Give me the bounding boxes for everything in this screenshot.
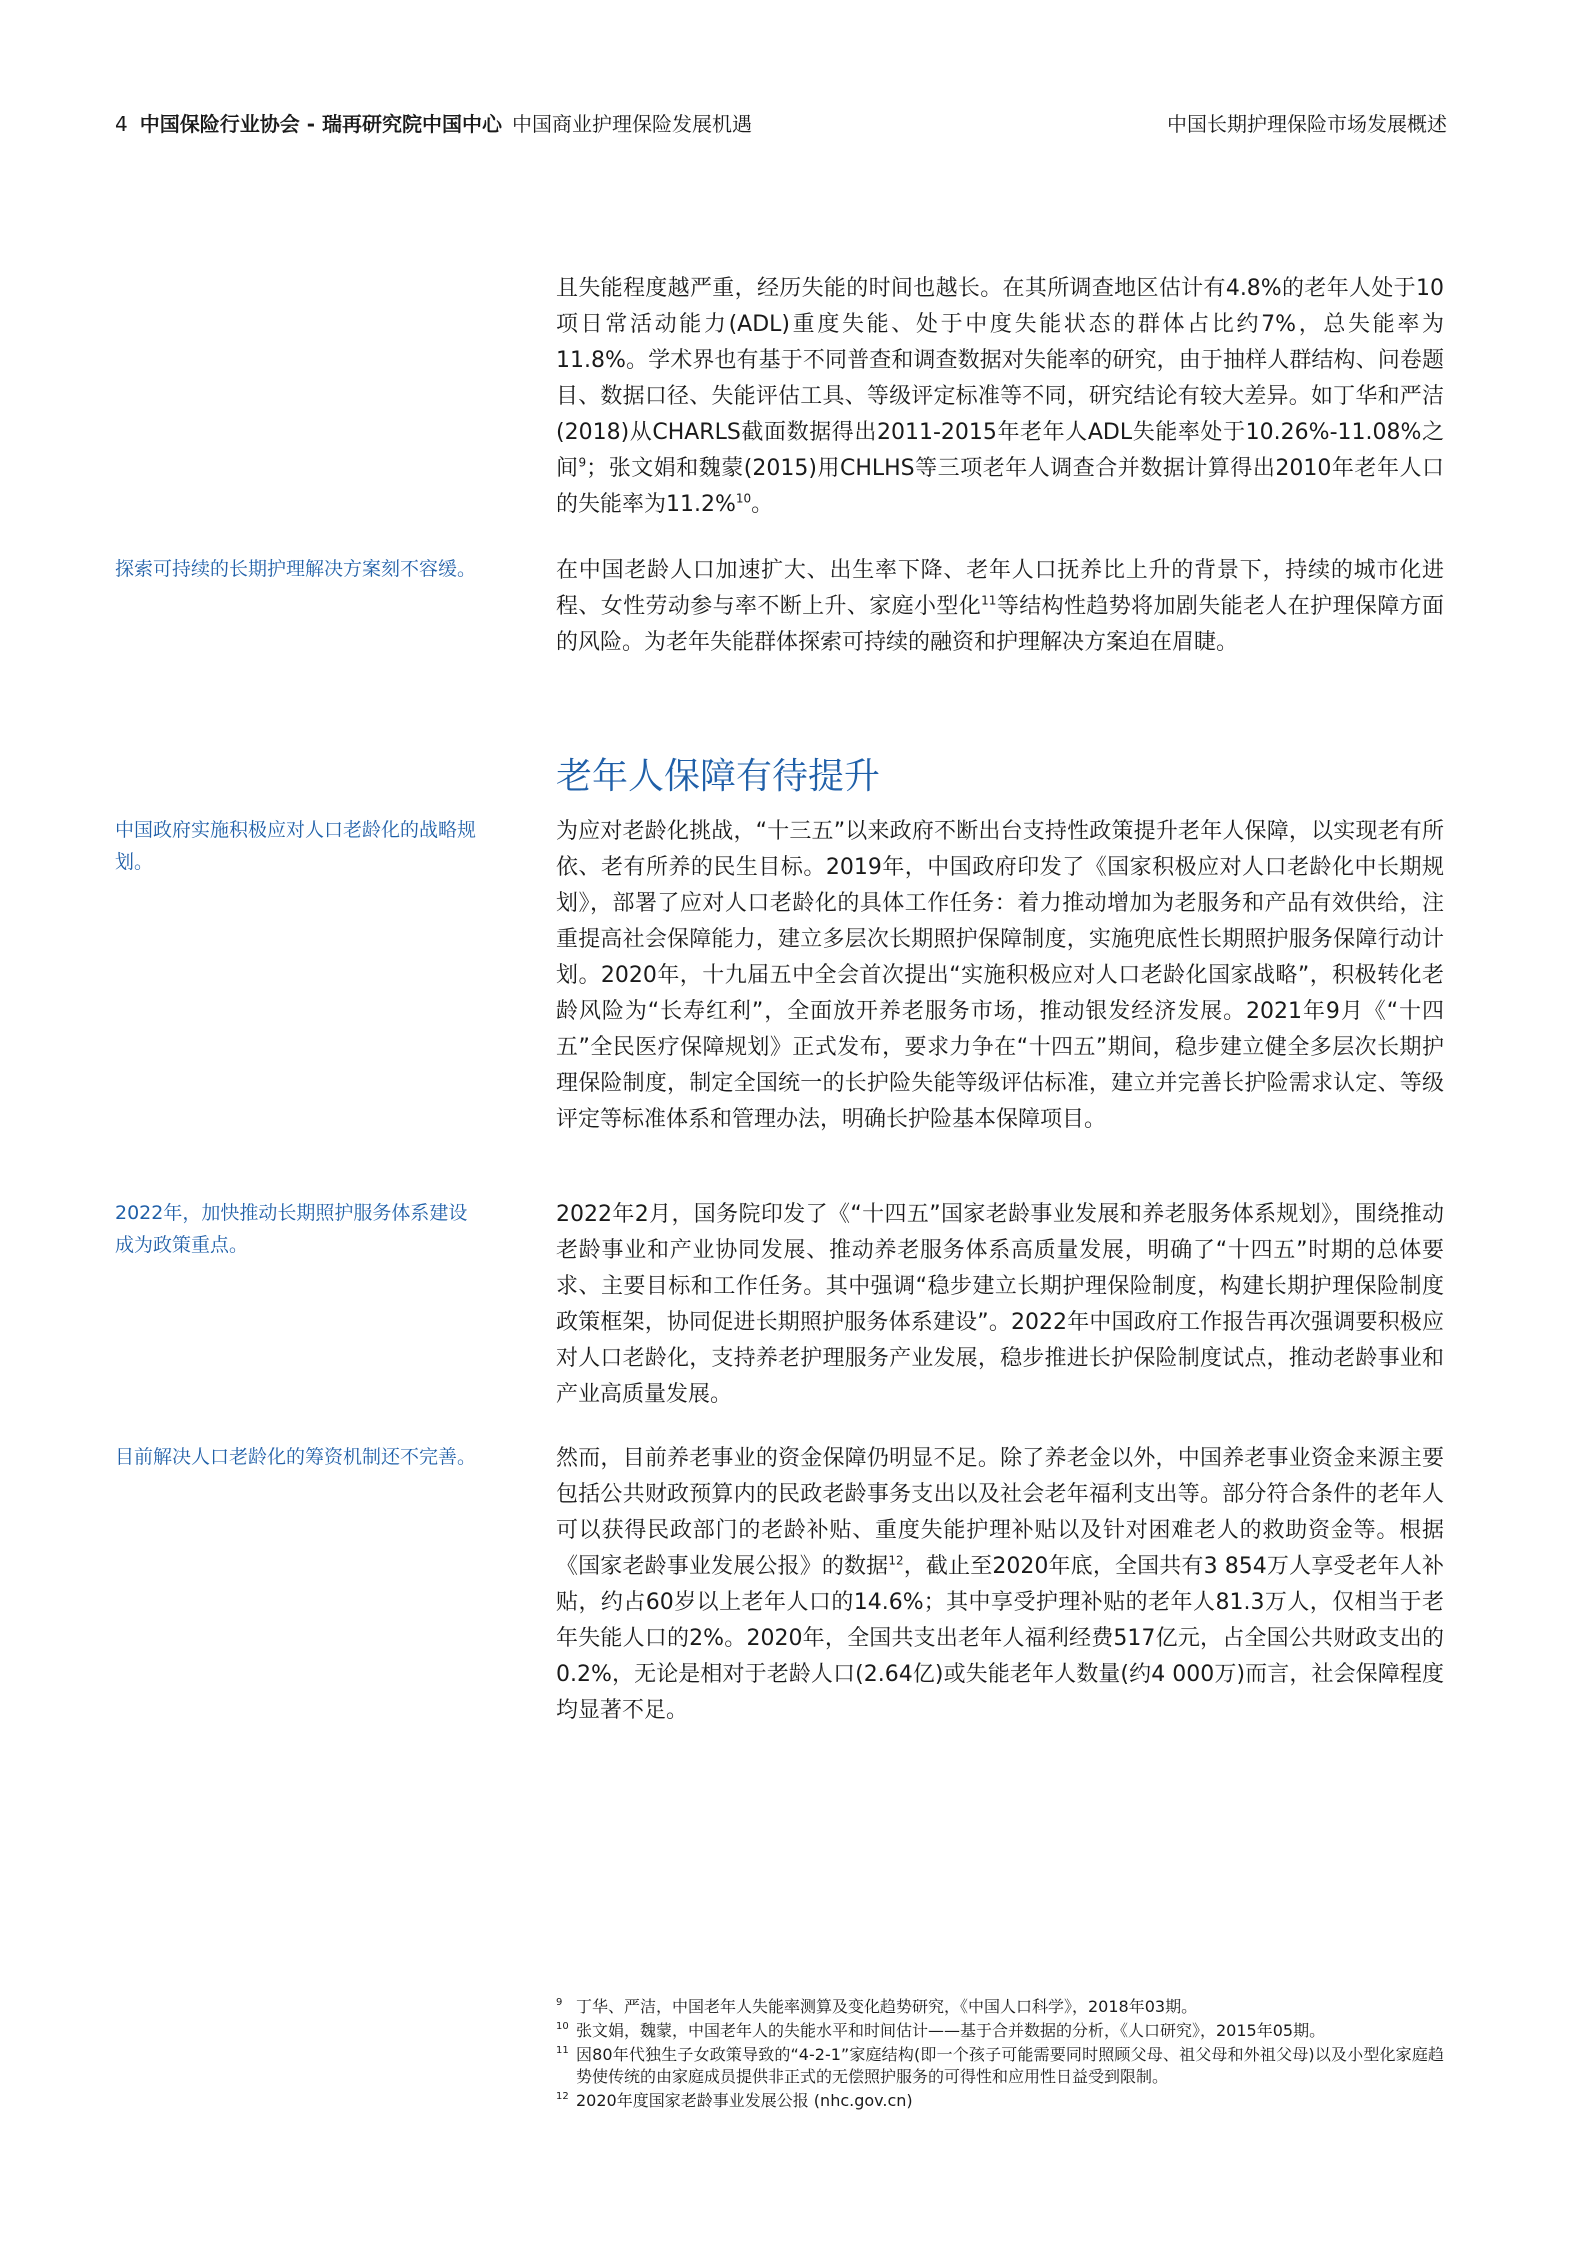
section-heading: 老年人保障有待提升 [556, 756, 881, 797]
footnote [556, 2044, 1444, 2088]
header-section-title: 中国长期护理保险市场发展概述 [1167, 112, 1447, 136]
footnote [556, 2090, 1444, 2112]
footnote-number: 11 [556, 2045, 569, 2056]
paragraph-text: ，截止至2020年底，全国共有3 854万人享受老年人补贴，约占60岁以上老年人口的14.6%；其中享受护理补贴的老年人81.3万人，仅相当于老年失能人口的2%。2020年，全国共支出老年人福利经费517亿元，占全国公共财政支出的0.2%，无论是相对于老龄人口(2.64亿)或失能老年人数量(约4 000万)而言，社会保障程度均显著不足。 [556, 1554, 1444, 1723]
paragraph-text: 。 [751, 492, 774, 517]
footnote-number: 12 [556, 2091, 569, 2102]
paragraph-funding [556, 1441, 1444, 1729]
footnote-number: 10 [556, 2021, 569, 2032]
footnote-number: 9 [556, 1997, 563, 2008]
footnote-ref: 12 [888, 1553, 904, 1568]
paragraph-disability-rates [556, 271, 1444, 523]
footnote-text: 2020年度国家老龄事业发展公报 (nhc.gov.cn) [576, 2091, 913, 2110]
footnote-ref: 10 [735, 491, 752, 506]
paragraph-government-policy: 为应对老龄化挑战，“十三五”以来政府不断出台支持性政策提升老年人保障，以实现老有所依、老有所养的民生目标。2019年，中国政府印发了《国家积极应对人口老龄化中长期规划》，部署了应对人口老龄化的具体工作任务：着力推动增加为老服务和产品有效供给，注重提高社会保障能力，建立多层次长期照护保障制度，实施兜底性长期照护服务保障行动计划。2020年，十九届五中全会首次提出“实施积极应对人口老龄化国家战略”，积极转化老龄风险为“长寿红利”，全面放开养老服务市场，推动银发经济发展。2021年9月《“十四五”全民医疗保障规划》正式发布，要求力争在“十四五”期间，稳步建立健全多层次长期护理保险制度，制定全国统一的长护险失能等级评估标准，建立并完善长护险需求认定、等级评定等标准体系和管理办法，明确长护险基本保障项目。 [556, 819, 1444, 1132]
paragraph-2022-plan: 2022年2月，国务院印发了《“十四五”国家老龄事业发展和养老服务体系规划》，围绕推动老龄事业和产业协同发展、推动养老服务体系高质量发展，明确了“十四五”时期的总体要求、主要目标和工作任务。其中强调“稳步建立长期护理保险制度，构建长期护理保险制度政策框架，协同促进长期照护服务体系建设”。2022年中国政府工作报告再次强调要积极应对人口老龄化，支持养老护理服务产业发展，稳步推进长护保险制度试点，推动老龄事业和产业高质量发展。 [556, 1202, 1444, 1407]
paragraph-text: 等结构性趋势将加剧失能老人在护理保障方面的风险。为老年失能群体探索可持续的融资和护理解决方案迫在眉睫。 [556, 594, 1444, 655]
paragraph-text: ；张文娟和魏蒙(2015)用CHLHS等三项老年人调查合并数据计算得出2010年老年人口的失能率为11.2% [556, 456, 1444, 517]
footnotes [556, 1996, 1444, 2114]
footnote-ref: 11 [981, 593, 997, 608]
page-number: 4 [115, 112, 128, 136]
sidenote-government-strategy: 中国政府实施积极应对人口老龄化的战略规划。 [115, 819, 477, 873]
paragraph-text: 且失能程度越严重，经历失能的时间也越长。在其所调查地区估计有4.8%的老年人处于10项日常活动能力(ADL)重度失能、处于中度失能状态的群体占比约7%，总失能率为11.8%。学术界也有基于不同普查和调查数据对失能率的研究，由于抽样人群结构、问卷题目、数据口径、失能评估工具、等级评定标准等不同，研究结论有较大差异。如丁华和严洁(2018)从CHARLS截面数据得出2011-2015年老年人ADL失能率处于10.26%-11.08%之间 [556, 276, 1444, 481]
sidenote-sustainable-care: 探索可持续的长期护理解决方案刻不容缓。 [115, 558, 477, 580]
footnote [556, 2020, 1444, 2042]
header-report-title: 中国商业护理保险发展机遇 [511, 112, 752, 136]
footnote-ref: 9 [578, 455, 587, 470]
footnote-text: 张文娟，魏蒙，中国老年人的失能水平和时间估计——基于合并数据的分析，《人口研究》，2015年05期。 [576, 2021, 1326, 2040]
paragraph-risk-drivers [556, 553, 1444, 661]
footnote-text: 丁华、严洁，中国老年人失能率测算及变化趋势研究，《中国人口科学》，2018年03期。 [576, 1997, 1198, 2016]
sidenote-2022-policy: 2022年，加快推动长期照护服务体系建设成为政策重点。 [115, 1202, 468, 1256]
paragraph-text: 在中国老龄人口加速扩大、出生率下降、老年人口抚养比上升的背景下，持续的城市化进程、女性劳动参与率不断上升、家庭小型化 [556, 558, 1444, 619]
header-org: 中国保险行业协会 - 瑞再研究院中国中心 [139, 112, 502, 136]
page-header [115, 108, 1447, 138]
paragraph-text: 然而，目前养老事业的资金保障仍明显不足。除了养老金以外，中国养老事业资金来源主要包括公共财政预算内的民政老龄事务支出以及社会老年福利支出等。部分符合条件的老年人可以获得民政部门的老龄补贴、重度失能护理补贴以及针对困难老人的救助资金等。根据《国家老龄事业发展公报》的数据 [556, 1446, 1444, 1579]
footnote [556, 1996, 1444, 2018]
sidenote-funding-gap: 目前解决人口老龄化的筹资机制还不完善。 [115, 1446, 477, 1468]
footnote-text: 因80年代独生子女政策导致的“4-2-1”家庭结构(即一个孩子可能需要同时照顾父母、祖父母和外祖父母)以及小型化家庭趋势使传统的由家庭成员提供非正式的无偿照护服务的可得性和应用性日益受到限制。 [576, 2045, 1444, 2086]
header-left [115, 108, 752, 137]
